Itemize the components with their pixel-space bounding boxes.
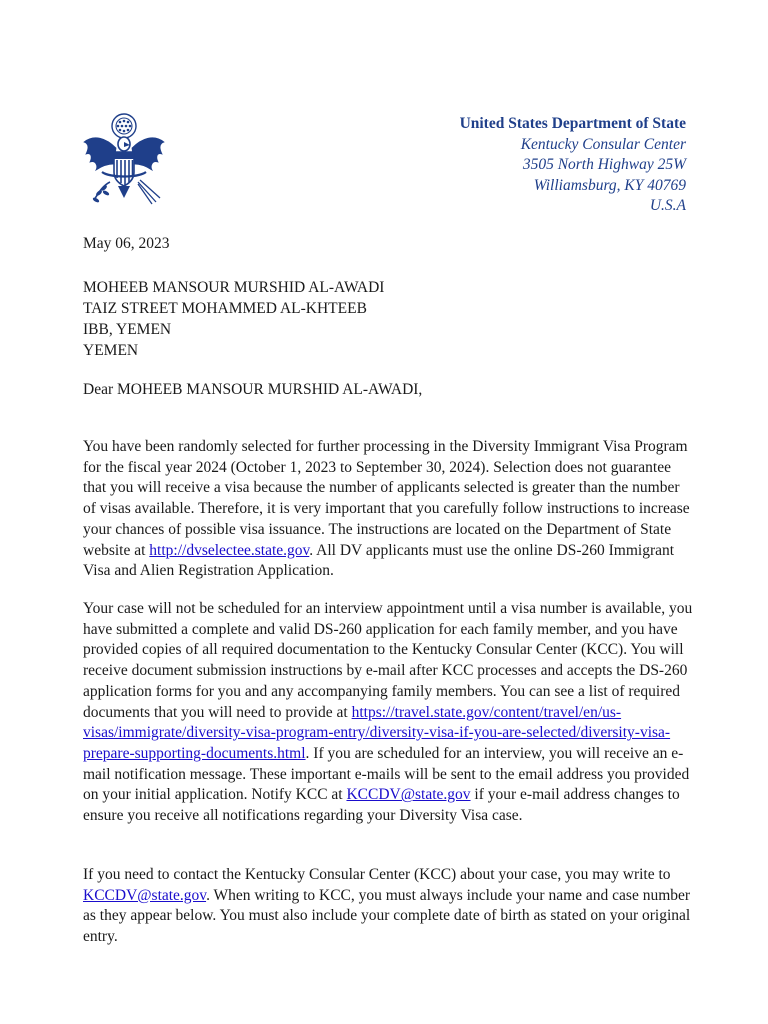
kcc-email-link[interactable]: KCCDV@state.gov xyxy=(346,786,471,804)
paragraph-text: . When writing to KCC, you must always include your name and case number as they appear below. You must also include your complete date of birth as stated on your original entry. xyxy=(83,886,691,946)
paragraph-contact xyxy=(83,865,693,948)
paragraph-text: if your e-mail address changes to ensure you receive all notifications regarding your Diversity Visa case. xyxy=(83,786,680,825)
paragraph-text: . All DV applicants must use the online DS-260 Immigrant Visa and Alien Registration Application. xyxy=(83,541,675,580)
letterhead xyxy=(460,114,686,217)
letterhead-country: U.S.A xyxy=(649,197,686,215)
salutation: Dear MOHEEB MANSOUR MURSHID AL-AWADI, xyxy=(83,381,423,398)
kcc-email-link[interactable]: KCCDV@state.gov xyxy=(83,886,207,904)
paragraph-text: Your case will not be scheduled for an interview appointment until a visa number is available, you have submitted a complete and valid DS-260 application for each family member, and you have provided copies of all required documentation to the Kentucky Consular Center (KCC). You will receive document submission instructions by e-mail after KCC processes and accepts the DS-260 application forms for you and any accompanying family members. You can see a list of required documents that you will need to provide at xyxy=(83,600,693,721)
letterhead-city: Williamsburg, KY 40769 xyxy=(533,176,686,194)
paragraph-text: If you need to contact the Kentucky Consular Center (KCC) about your case, you may write to xyxy=(83,866,671,883)
paragraph-selection xyxy=(83,437,693,582)
recipient-country: YEMEN xyxy=(83,342,139,359)
supporting-documents-link[interactable]: https://travel.state.gov/content/travel/en/us-visas/immigrate/diversity-visa-program-entry/diversity-visa-if-you-are-selected/diversity-visa-prepare-supporting-documents.html xyxy=(83,703,671,762)
letterhead-org: United States Department of State xyxy=(459,115,686,132)
recipient-name: MOHEEB MANSOUR MURSHID AL-AWADI xyxy=(83,279,385,296)
paragraph-text: . If you are scheduled for an interview, you will receive an e-mail notification message. These important e-mails will be sent to the email address you provided on your initial application. Notify KCC at xyxy=(83,744,690,804)
letter-date: May 06, 2023 xyxy=(83,235,170,252)
letterhead-street: 3505 North Highway 25W xyxy=(522,156,686,174)
letterhead-center: Kentucky Consular Center xyxy=(520,135,686,153)
recipient-address xyxy=(83,277,384,361)
dvselectee-link[interactable]: http://dvselectee.state.gov xyxy=(149,541,310,559)
paragraph-text: You have been randomly selected for further processing in the Diversity Immigrant Visa Program for the fiscal year 2024 (October 1, 2023 to September 30, 2024). Selection does not guarantee that you will receive a visa because the number of applicants selected is greater than the number of visas available. Therefore, it is very important that you carefully follow instructions to increase your chances of possible visa issuance. The instructions are located on the Department of State website at xyxy=(83,438,690,559)
recipient-street: TAIZ STREET MOHAMMED AL-KHTEEB xyxy=(83,300,367,317)
recipient-city: IBB, YEMEN xyxy=(83,321,172,338)
paragraph-interview xyxy=(83,599,693,827)
great-seal-eagle-icon xyxy=(80,112,168,210)
